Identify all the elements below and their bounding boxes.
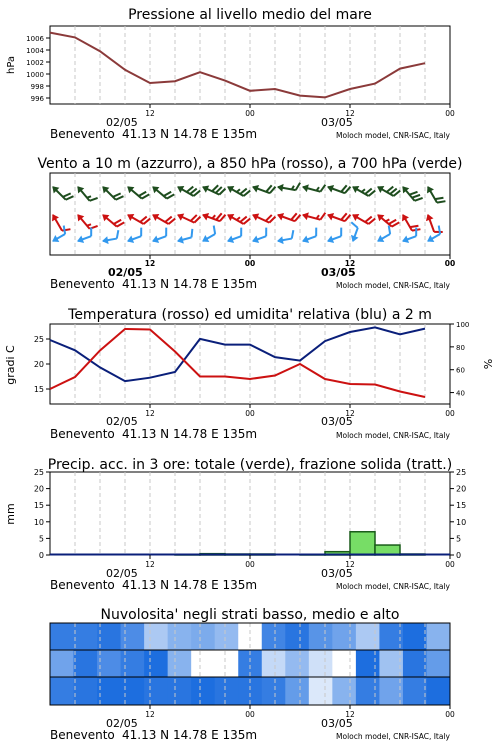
wind-barb bbox=[324, 228, 345, 245]
wind-barb bbox=[201, 207, 226, 226]
precipitation-x-ticks bbox=[145, 555, 455, 569]
wind-coords: 41.13 N 14.78 E 135m bbox=[122, 277, 257, 291]
wind-barb bbox=[74, 181, 97, 206]
cloud-cell bbox=[97, 677, 121, 705]
barb-head bbox=[424, 184, 434, 193]
x-tick-label: 12 bbox=[345, 710, 355, 719]
wind-barb bbox=[224, 228, 245, 245]
barb-feather bbox=[290, 230, 294, 238]
wind-barb bbox=[250, 207, 275, 227]
barb-feather bbox=[263, 228, 269, 237]
temperature-coords: 41.13 N 14.78 E 135m bbox=[122, 427, 257, 441]
x-tick-label: 12 bbox=[145, 560, 155, 569]
barb-head bbox=[150, 211, 159, 221]
cloud-cell bbox=[403, 650, 427, 677]
temperature-credit: Moloch model, CNR-ISAC, Italy bbox=[336, 431, 451, 440]
y-tick-label: 1006 bbox=[26, 35, 44, 43]
x-tick-label: 00 bbox=[245, 259, 255, 268]
wind-barb bbox=[100, 208, 125, 231]
barb-head bbox=[225, 211, 234, 221]
y-tick-label: 80 bbox=[456, 344, 465, 352]
cloud-cell bbox=[309, 623, 333, 650]
cloud-cell bbox=[285, 623, 309, 650]
cloud-cell bbox=[309, 650, 333, 677]
wind-frame bbox=[50, 173, 450, 255]
wind-barb bbox=[399, 228, 420, 245]
barb-feather bbox=[350, 222, 359, 228]
barb-head bbox=[301, 236, 309, 246]
barb-feather bbox=[238, 228, 244, 237]
barb-head bbox=[326, 236, 334, 246]
cloud-title: Nuvolosita' negli strati basso, medio e alto bbox=[101, 607, 400, 623]
cloud-cell bbox=[215, 677, 239, 705]
temperature-date-1: 02/05 bbox=[106, 415, 138, 428]
y-tick-label: 100 bbox=[456, 321, 469, 329]
wind-barb bbox=[326, 207, 351, 226]
pressure-date-2: 03/05 bbox=[321, 116, 353, 129]
x-tick-label: 00 bbox=[445, 710, 455, 719]
barb-head bbox=[276, 211, 284, 221]
wind-barb bbox=[125, 208, 150, 229]
barb-head bbox=[301, 211, 309, 220]
x-tick-label: 12 bbox=[345, 409, 355, 418]
precipitation-title: Precip. acc. in 3 ore: totale (verde), frazione solida (tratt.) bbox=[48, 457, 452, 473]
wind-gridlines bbox=[75, 173, 425, 255]
barb-head bbox=[375, 183, 384, 193]
wind-x-ticks bbox=[145, 255, 455, 268]
x-tick-label: 12 bbox=[345, 109, 355, 118]
wind-barb bbox=[276, 207, 301, 226]
wind-title: Vento a 10 m (azzurro), a 850 hPa (rosso), a 700 hPa (verde) bbox=[37, 156, 462, 172]
wind-barb bbox=[74, 209, 97, 234]
cloud-cell bbox=[144, 650, 168, 677]
wind-barb bbox=[225, 208, 250, 229]
y-tick-label: 998 bbox=[31, 83, 44, 91]
precipitation-y-ticks bbox=[34, 468, 50, 560]
x-tick-label: 00 bbox=[245, 560, 255, 569]
barb-head bbox=[226, 236, 234, 246]
barb-head bbox=[50, 235, 59, 245]
temperature-title: Temperatura (rosso) ed umidita' relativa (blu) a 2 m bbox=[67, 307, 432, 323]
x-tick-label: 12 bbox=[145, 710, 155, 719]
x-tick-label: 00 bbox=[445, 560, 455, 569]
x-tick-label: 12 bbox=[145, 409, 155, 418]
cloud-cell bbox=[426, 677, 450, 705]
cloud-cell bbox=[285, 677, 309, 705]
wind-barb bbox=[301, 207, 325, 224]
y-tick-label: 1002 bbox=[26, 59, 44, 67]
pressure-credit: Moloch model, CNR-ISAC, Italy bbox=[336, 131, 451, 140]
wind-barb bbox=[249, 228, 270, 245]
barb-feather bbox=[386, 226, 393, 234]
pressure-station: Benevento bbox=[50, 127, 115, 141]
cloud-cell bbox=[121, 677, 145, 705]
temperature-gridlines bbox=[75, 324, 425, 404]
barb-head bbox=[276, 236, 283, 245]
y-tick-label: 60 bbox=[456, 367, 465, 375]
wind-barb bbox=[175, 229, 195, 245]
temperature-x-ticks bbox=[145, 404, 455, 418]
y-tick-label: 20 bbox=[456, 485, 466, 494]
barb-head bbox=[101, 236, 108, 245]
wind-barb bbox=[49, 181, 73, 205]
wind-barb bbox=[345, 222, 362, 243]
precip-bar bbox=[350, 532, 375, 555]
temperature-station: Benevento bbox=[50, 427, 115, 441]
x-tick-label: 00 bbox=[445, 259, 455, 268]
cloud-cell bbox=[97, 623, 121, 650]
y-tick-label: 25 bbox=[34, 468, 44, 477]
wind-barb bbox=[149, 228, 170, 245]
wind-barb bbox=[175, 207, 200, 227]
cloud-cell bbox=[50, 677, 74, 705]
barb-head bbox=[125, 211, 134, 221]
barb-feather-half bbox=[87, 223, 91, 227]
wind-barb bbox=[375, 180, 400, 201]
precipitation-coords: 41.13 N 14.78 E 135m bbox=[122, 578, 257, 592]
barb-head bbox=[326, 211, 334, 221]
barb-head bbox=[49, 212, 59, 221]
wind-barb bbox=[399, 210, 420, 235]
cloud-cell bbox=[144, 677, 168, 705]
wind-barb bbox=[301, 179, 325, 196]
cloud-cell bbox=[285, 650, 309, 677]
y-tick-label: 1004 bbox=[26, 47, 44, 55]
temperature-panel bbox=[4, 307, 495, 441]
barb-feather bbox=[296, 182, 300, 190]
temperature-date-2: 03/05 bbox=[321, 415, 353, 428]
wind-barb bbox=[198, 226, 220, 245]
cloud-cell bbox=[168, 677, 192, 705]
cloud-cell bbox=[50, 650, 74, 677]
x-tick-label: 12 bbox=[145, 259, 155, 268]
wind-barb bbox=[48, 226, 70, 245]
barb-head bbox=[176, 236, 184, 245]
y-tick-label: 10 bbox=[456, 518, 466, 527]
cloud-station: Benevento bbox=[50, 728, 115, 742]
wind-barb bbox=[175, 180, 200, 201]
cloud-cell bbox=[74, 623, 98, 650]
y-tick-label: 25 bbox=[456, 468, 466, 477]
y-tick-label: 15 bbox=[456, 501, 466, 510]
y-tick-label: 0 bbox=[39, 551, 44, 560]
y-tick-label: 1000 bbox=[26, 71, 44, 79]
y-tick-label: 5 bbox=[456, 534, 461, 543]
precipitation-date-2: 03/05 bbox=[321, 567, 353, 580]
y-tick-label: 0 bbox=[456, 551, 461, 560]
cloud-cell bbox=[97, 650, 121, 677]
cloud-cell bbox=[191, 650, 215, 677]
pressure-ylabel: hPa bbox=[6, 56, 17, 74]
y-tick-label: 15 bbox=[34, 385, 44, 394]
cloud-panel bbox=[50, 607, 455, 742]
x-tick-label: 12 bbox=[345, 259, 355, 268]
barb-head bbox=[175, 183, 184, 193]
cloud-cell bbox=[262, 623, 286, 650]
pressure-series-line bbox=[50, 33, 425, 98]
wind-barb bbox=[299, 228, 320, 245]
cloud-cell bbox=[121, 650, 145, 677]
cloud-cell bbox=[215, 650, 239, 677]
barb-head bbox=[250, 211, 259, 221]
wind-barb bbox=[124, 228, 145, 245]
barb-feather bbox=[211, 226, 218, 234]
temperature-ylabel: gradi C bbox=[4, 345, 17, 385]
barb-feather bbox=[313, 228, 319, 237]
cloud-cell bbox=[50, 623, 74, 650]
wind-barb bbox=[399, 181, 422, 206]
barb-feather bbox=[189, 229, 194, 238]
barb-head bbox=[399, 212, 409, 221]
y-tick-label: 20 bbox=[34, 485, 44, 494]
cloud-cell bbox=[426, 650, 450, 677]
cloud-date-1: 02/05 bbox=[106, 717, 138, 730]
pressure-date-1: 02/05 bbox=[106, 116, 138, 129]
barb-head bbox=[175, 211, 184, 221]
barb-head bbox=[425, 235, 434, 245]
precipitation-ylabel: mm bbox=[4, 503, 17, 524]
precipitation-panel bbox=[4, 457, 466, 592]
wind-barb bbox=[326, 179, 351, 198]
barb-head bbox=[200, 235, 209, 245]
cloud-cell bbox=[121, 623, 145, 650]
wind-barbs bbox=[48, 179, 445, 245]
humidity-series-line bbox=[50, 327, 425, 381]
cloud-cell bbox=[332, 677, 356, 705]
barb-head bbox=[151, 236, 159, 246]
wind-barb bbox=[74, 228, 95, 245]
cloud-cell bbox=[332, 650, 356, 677]
wind-panel bbox=[37, 156, 462, 291]
wind-barb bbox=[350, 180, 375, 201]
y-tick-label: 996 bbox=[31, 95, 45, 103]
wind-barb bbox=[150, 208, 175, 229]
y-tick-label: 15 bbox=[34, 501, 44, 510]
barb-head bbox=[251, 236, 259, 246]
cloud-cell bbox=[215, 623, 239, 650]
cloud-cell bbox=[144, 623, 168, 650]
wind-barb bbox=[99, 181, 123, 205]
cloud-date-2: 03/05 bbox=[321, 717, 353, 730]
wind-date-1: 02/05 bbox=[108, 266, 143, 279]
humidity-y-ticks bbox=[450, 321, 469, 398]
wind-barb bbox=[424, 182, 445, 207]
cloud-cell bbox=[356, 650, 380, 677]
barb-head bbox=[276, 183, 283, 192]
pressure-x-ticks bbox=[145, 104, 455, 118]
cloud-cell bbox=[332, 623, 356, 650]
cloud-cell bbox=[403, 677, 427, 705]
pressure-panel bbox=[6, 7, 455, 141]
wind-barb bbox=[150, 180, 175, 203]
barb-feather bbox=[138, 228, 144, 237]
precipitation-credit: Moloch model, CNR-ISAC, Italy bbox=[336, 582, 451, 591]
y-tick-label: 40 bbox=[456, 390, 465, 398]
cloud-cell bbox=[74, 677, 98, 705]
barb-head bbox=[200, 183, 209, 193]
cloud-cell bbox=[168, 623, 192, 650]
barb-feather bbox=[338, 228, 344, 237]
cloud-cell bbox=[356, 623, 380, 650]
wind-barb bbox=[373, 226, 395, 245]
y-tick-label: 20 bbox=[34, 360, 44, 369]
wind-barb bbox=[49, 210, 70, 235]
temperature-frame bbox=[50, 324, 450, 404]
barb-head bbox=[326, 183, 334, 193]
cloud-cell bbox=[403, 623, 427, 650]
wind-barb bbox=[276, 230, 296, 245]
y-tick-label: 10 bbox=[34, 518, 44, 527]
wind-barb bbox=[251, 179, 276, 198]
barb-head bbox=[350, 183, 359, 193]
wind-station: Benevento bbox=[50, 277, 115, 291]
barb-head bbox=[225, 183, 234, 193]
y-tick-label: 5 bbox=[39, 534, 44, 543]
precipitation-station: Benevento bbox=[50, 578, 115, 592]
cloud-x-ticks bbox=[145, 705, 455, 719]
barb-feather bbox=[163, 228, 169, 237]
barb-head bbox=[201, 211, 209, 221]
cloud-cell bbox=[262, 677, 286, 705]
x-tick-label: 00 bbox=[445, 109, 455, 118]
wind-date-2: 03/05 bbox=[321, 266, 356, 279]
barb-head bbox=[76, 236, 84, 246]
pressure-gridlines bbox=[75, 26, 425, 104]
x-tick-label: 00 bbox=[245, 109, 255, 118]
barb-head bbox=[251, 183, 259, 193]
x-tick-label: 12 bbox=[345, 560, 355, 569]
wind-barb bbox=[101, 230, 121, 245]
x-tick-label: 00 bbox=[245, 710, 255, 719]
wind-barb bbox=[276, 179, 300, 195]
cloud-cell bbox=[168, 650, 192, 677]
barb-head bbox=[126, 236, 134, 246]
pressure-y-ticks bbox=[26, 35, 50, 103]
precipitation-date-1: 02/05 bbox=[106, 567, 138, 580]
cloud-cell bbox=[262, 650, 286, 677]
wind-barb bbox=[375, 208, 400, 231]
cloud-coords: 41.13 N 14.78 E 135m bbox=[122, 728, 257, 742]
wind-barb bbox=[200, 179, 225, 199]
precipitation-y-ticks-right bbox=[450, 468, 466, 560]
y-tick-label: 25 bbox=[34, 335, 44, 344]
barb-feather bbox=[115, 230, 119, 238]
cloud-cell bbox=[426, 623, 450, 650]
temperature-series-line bbox=[50, 329, 425, 397]
x-tick-label: 00 bbox=[445, 409, 455, 418]
cloud-cell bbox=[74, 650, 98, 677]
wind-credit: Moloch model, CNR-ISAC, Italy bbox=[336, 281, 451, 290]
pressure-coords: 41.13 N 14.78 E 135m bbox=[122, 127, 257, 141]
cloud-heatmap-cells bbox=[50, 623, 451, 705]
cloud-cell bbox=[191, 677, 215, 705]
barb-head bbox=[350, 211, 359, 221]
humidity-ylabel: % bbox=[482, 359, 495, 369]
cloud-cell bbox=[356, 677, 380, 705]
cloud-cell bbox=[309, 677, 333, 705]
pressure-title: Pressione al livello medio del mare bbox=[128, 7, 372, 23]
wind-barb bbox=[125, 180, 150, 203]
x-tick-label: 00 bbox=[245, 409, 255, 418]
wind-barb bbox=[225, 180, 250, 201]
barb-feather-half bbox=[87, 195, 91, 199]
barb-head bbox=[301, 183, 309, 192]
cloud-cell bbox=[191, 623, 215, 650]
barb-head bbox=[401, 236, 409, 246]
temperature-y-ticks bbox=[34, 335, 50, 394]
barb-head bbox=[375, 235, 384, 245]
x-tick-label: 12 bbox=[145, 109, 155, 118]
cloud-credit: Moloch model, CNR-ISAC, Italy bbox=[336, 732, 451, 741]
